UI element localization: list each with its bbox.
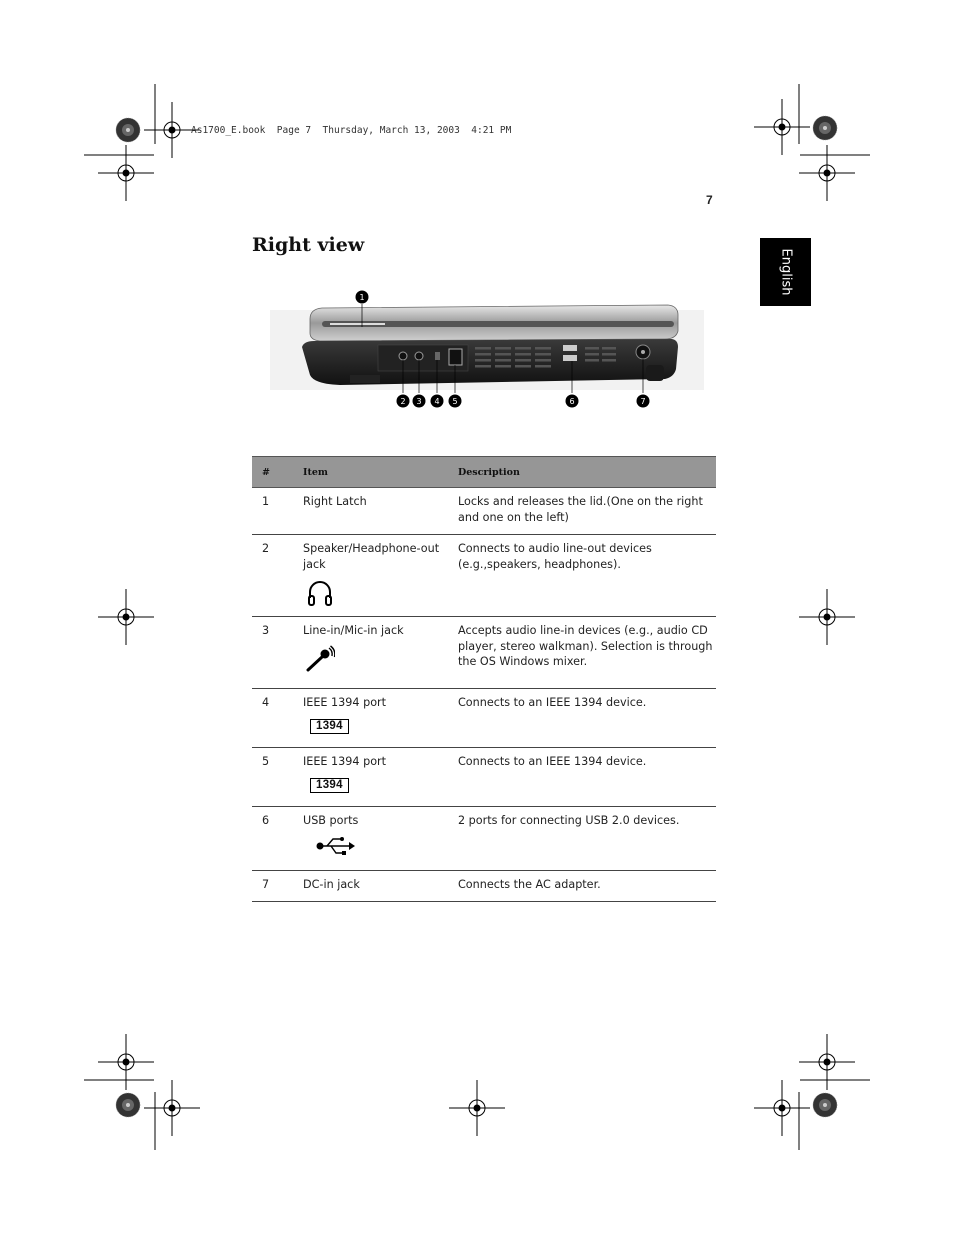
callout-5: 5 xyxy=(452,397,458,406)
headphones-icon xyxy=(305,578,335,608)
row-description: 2 ports for connecting USB 2.0 devices. xyxy=(458,814,680,827)
row-num: 7 xyxy=(262,878,270,891)
row-item: Right Latch xyxy=(303,495,367,508)
callout-6: 6 xyxy=(569,397,575,406)
table-row xyxy=(252,748,716,807)
row-description: Connects the AC adapter. xyxy=(458,878,601,891)
row-description: Accepts audio line-in devices (e.g., audio CD player, stereo walkman). Selection is through the OS Windows mixer. xyxy=(458,624,713,668)
book-slug: As1700_E.book Page 7 Thursday, March 13, 2003 4:21 PM xyxy=(191,125,512,136)
row-num: 4 xyxy=(262,696,270,709)
header-item: Item xyxy=(303,457,458,488)
row-item: Speaker/Headphone-out jack xyxy=(303,542,440,571)
callout-2: 2 xyxy=(400,397,406,406)
row-num: 6 xyxy=(262,814,270,827)
language-tab-label: English xyxy=(778,248,793,296)
row-item: DC-in jack xyxy=(303,878,360,891)
table-row xyxy=(252,871,716,902)
callout-7: 7 xyxy=(640,397,646,406)
row-description: Connects to an IEEE 1394 device. xyxy=(458,696,647,709)
row-item: USB ports xyxy=(303,814,359,827)
table-row xyxy=(252,535,716,617)
table-row xyxy=(252,617,716,689)
callout-3: 3 xyxy=(416,397,422,406)
row-item: IEEE 1394 port xyxy=(303,755,387,768)
row-description: Locks and releases the lid.(One on the right and one on the left) xyxy=(458,495,703,524)
table-header-row xyxy=(252,457,716,488)
usb-icon xyxy=(315,835,357,857)
section-title: Right view xyxy=(252,234,365,256)
row-num: 1 xyxy=(262,495,270,508)
callout-1: 1 xyxy=(359,293,365,302)
page-number: 7 xyxy=(706,193,713,207)
table-row xyxy=(252,689,716,748)
table-row xyxy=(252,807,716,871)
right-view-table xyxy=(252,456,716,902)
language-tab xyxy=(760,238,811,306)
row-item: IEEE 1394 port xyxy=(303,696,387,709)
ieee-1394-icon: 1394 xyxy=(310,719,349,734)
laptop-right-view-image xyxy=(270,285,704,415)
row-num: 3 xyxy=(262,624,270,637)
row-num: 2 xyxy=(262,542,270,555)
ieee-1394-icon: 1394 xyxy=(310,778,349,793)
header-description: Description xyxy=(458,457,716,488)
header-num: # xyxy=(252,457,303,488)
row-description: Connects to audio line-out devices (e.g.,speakers, headphones). xyxy=(458,542,652,571)
table-row xyxy=(252,488,716,535)
row-description: Connects to an IEEE 1394 device. xyxy=(458,755,647,768)
row-num: 5 xyxy=(262,755,270,768)
row-item: Line-in/Mic-in jack xyxy=(303,624,404,637)
microphone-icon xyxy=(305,645,335,673)
callout-4: 4 xyxy=(434,397,440,406)
